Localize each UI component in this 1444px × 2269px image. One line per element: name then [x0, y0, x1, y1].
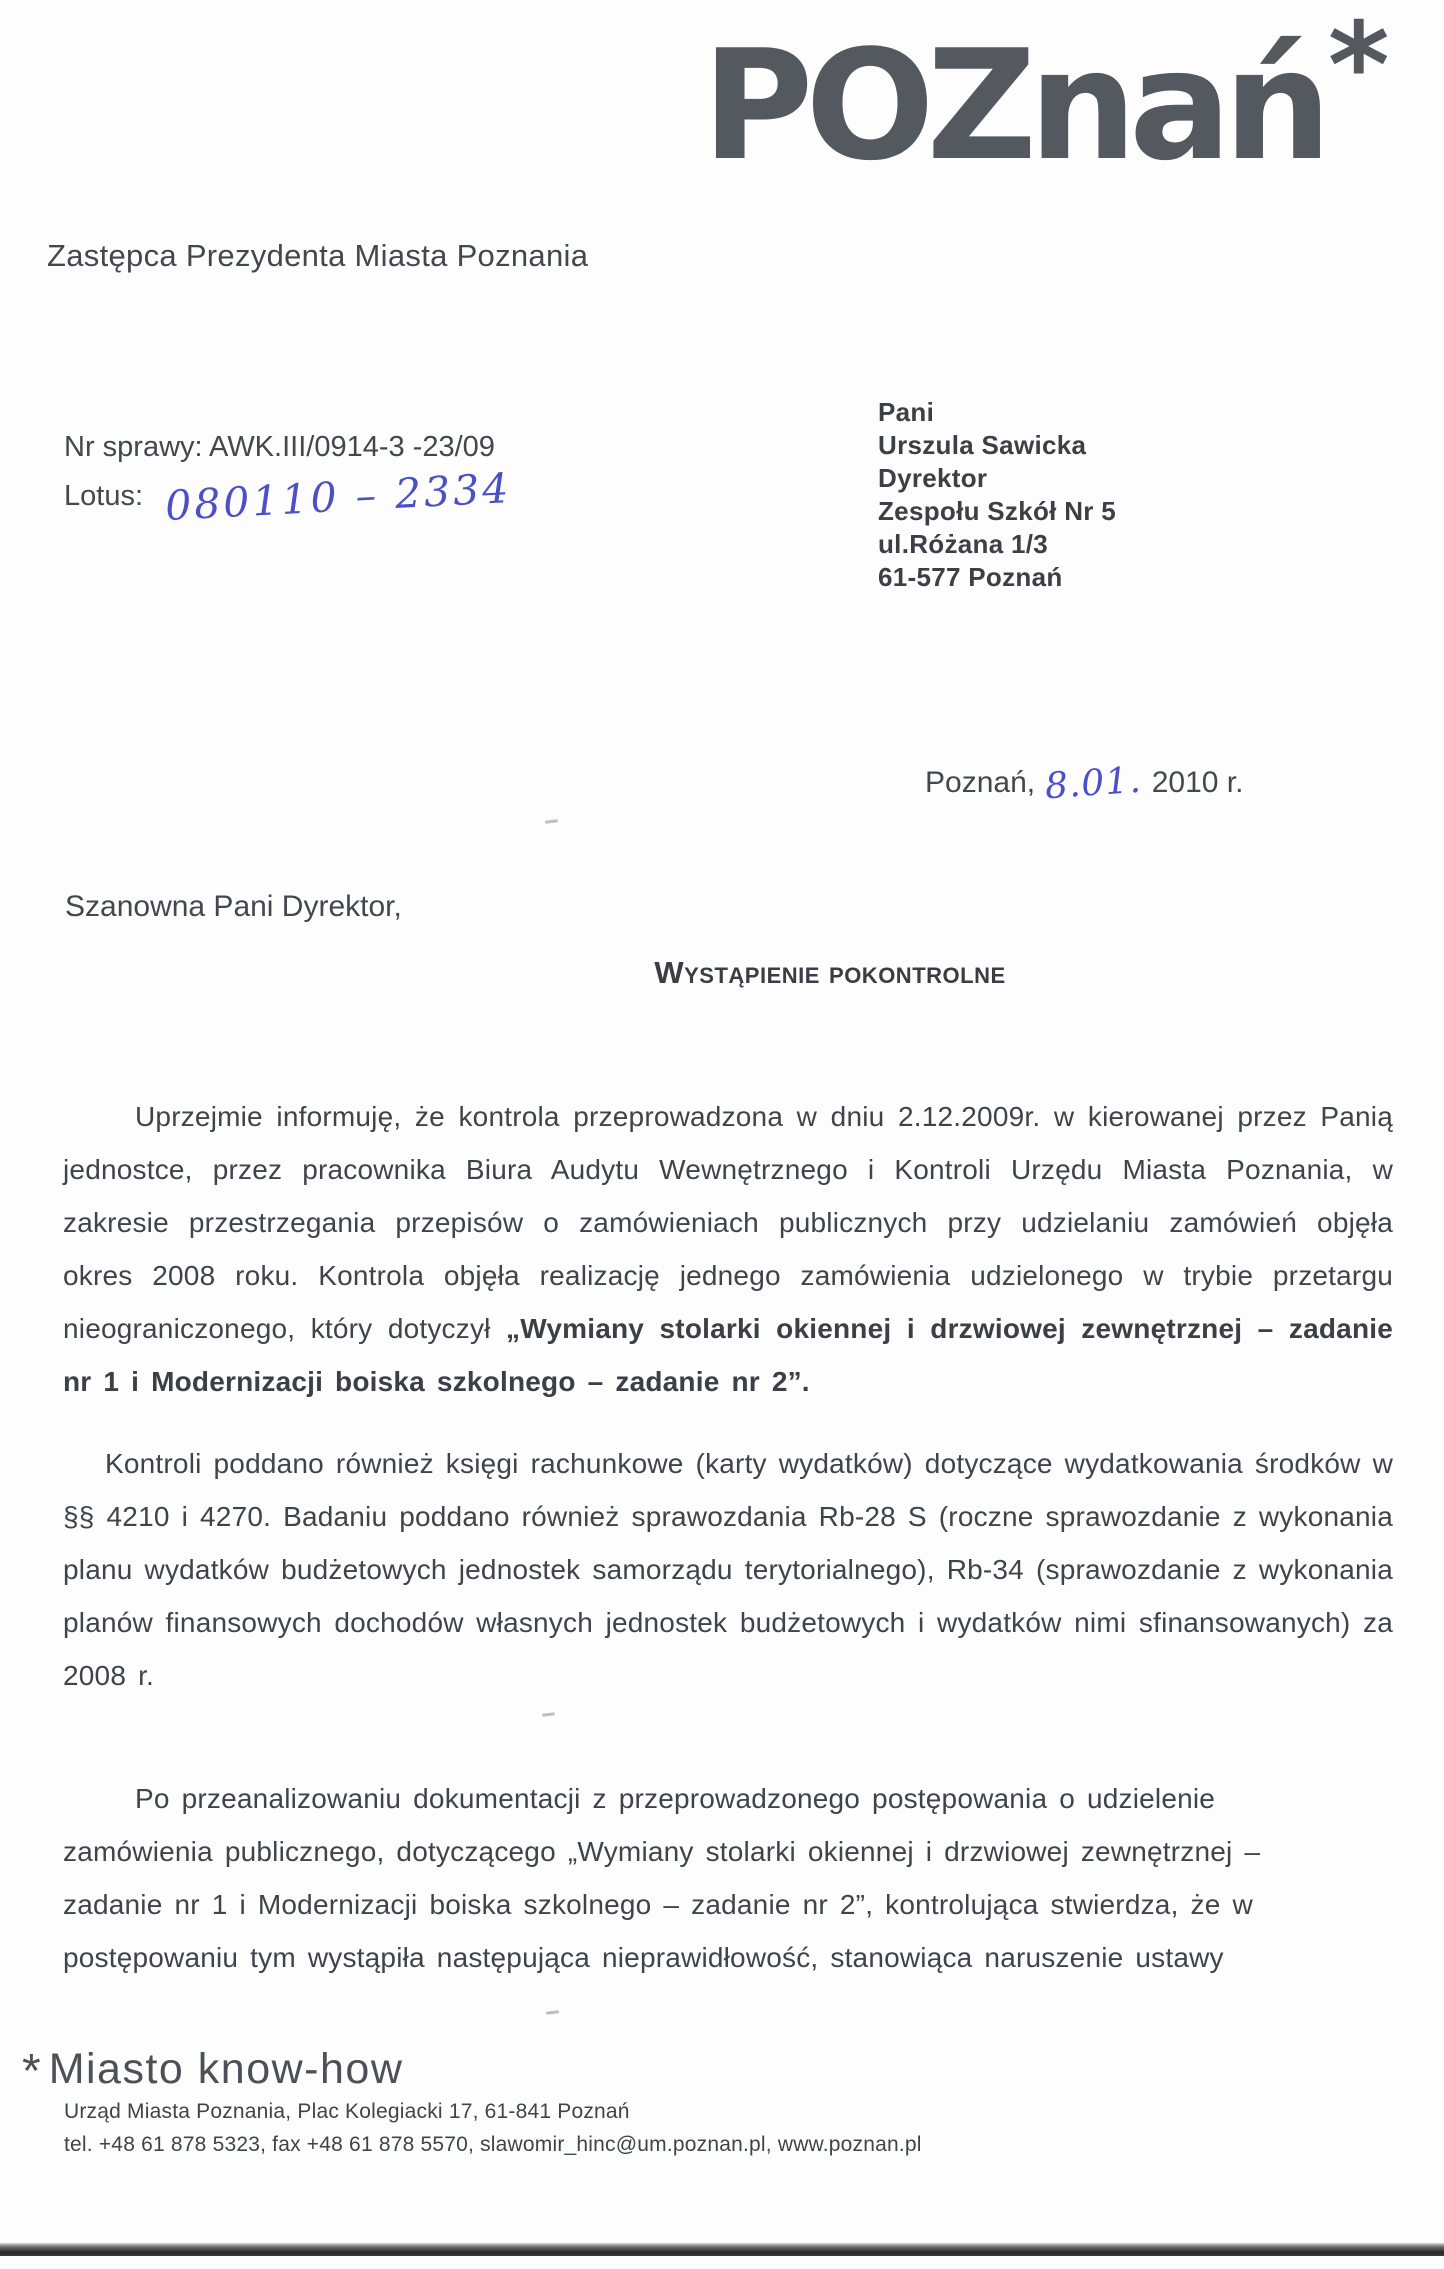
case-number-line	[64, 425, 497, 469]
lotus-label: Lotus:	[64, 480, 143, 512]
recipient-line-salutation: Pani	[878, 397, 935, 427]
paragraph-1	[63, 1090, 1393, 1408]
poznan-logo	[702, 0, 1390, 194]
footer-brand-text: Miasto know-how	[48, 2045, 404, 2093]
lotus-line	[64, 463, 513, 531]
paragraph-1-text: Uprzejmie informuję, że kontrola przeprowadzona w dniu 2.12.2009r. w kierowanej przez Panią jednostce, przez pracownika Biura Audytu Wewnętrznego i Kontroli Urzędu Miasta Poznania, w zakresie przestrzegania przepisów o zamówieniach publicznych przy udzielaniu zamówień objęła okres 2008 roku. Kontrola objęła realizację jednego zamówienia udzielonego w trybie przetargu nieograniczonego, który dotyczył	[63, 1101, 1393, 1344]
recipient-line-street: ul.Różana 1/3	[878, 529, 1049, 559]
dateline-city: Poznań,	[925, 766, 1036, 799]
recipient-address-block	[878, 396, 1116, 594]
case-reference-block	[64, 425, 513, 531]
salutation: Szanowna Pani Dyrektor,	[65, 890, 402, 923]
dateline-year: 2010 r.	[1151, 766, 1244, 799]
sender-title: Zastępca Prezydenta Miasta Poznania	[47, 238, 589, 273]
scan-artifact-dash	[546, 2010, 559, 2015]
lotus-number-handwritten: 080110 – 2334	[164, 463, 513, 531]
dateline	[925, 759, 1244, 808]
recipient-line-role: Dyrektor	[878, 463, 988, 493]
paragraph-3	[63, 1772, 1318, 1984]
paragraph-2-text: Kontroli poddano również księgi rachunkowe (karty wydatków) dotyczące wydatkowania środków w §§ 4210 i 4270. Badaniu poddano również sprawozdania Rb-28 S (roczne sprawozdanie z wykonania planu wydatków budżetowych jednostek samorządu terytorialnego), Rb-34 (sprawozdanie z wykonania planów finansowych dochodów własnych jednostek budżetowych i wydatków nimi sfinansowanych) za 2008 r.	[63, 1448, 1393, 1691]
case-number-label: Nr sprawy:	[64, 431, 203, 463]
poznan-logo-asterisk-icon: *	[1327, 0, 1390, 134]
footer-asterisk-icon: *	[22, 2045, 41, 2098]
recipient-line-city: 61-577 Poznań	[878, 562, 1063, 592]
poznan-logo-text: POZnań	[702, 17, 1324, 194]
footer-brand	[22, 2044, 403, 2099]
scan-edge-artifact	[0, 2243, 1444, 2256]
paragraph-3-text: Po przeanalizowaniu dokumentacji z przeprowadzonego postępowania o udzielenie zamówienia publicznego, dotyczącego „Wymiany stolarki okiennej i drzwiowej zewnętrznej – zadanie nr 1 i Modernizacji boiska szkolnego – zadanie nr 2”, kontrolująca stwierdza, że w postępowaniu tym wystąpiła następująca nieprawidłowość, stanowiąca naruszenie ustawy	[63, 1783, 1261, 1973]
recipient-line-institution: Zespołu Szkół Nr 5	[878, 496, 1117, 526]
dateline-day-handwritten: 8.01.	[1043, 759, 1144, 808]
scan-artifact-dash	[542, 1712, 555, 1717]
footer-contact: tel. +48 61 878 5323, fax +48 61 878 5570, slawomir_hinc@um.poznan.pl, www.poznan.pl	[64, 2133, 922, 2156]
paragraph-1-bold-quote: „Wymiany stolarki okiennej i drzwiowej zewnętrznej – zadanie nr 1 i Modernizacji boiska szkolnego – zadanie nr 2”.	[63, 1313, 1394, 1397]
scan-artifact-dash	[545, 819, 558, 824]
recipient-line-name: Urszula Sawicka	[878, 430, 1087, 460]
footer-address: Urząd Miasta Poznania, Plac Kolegiacki 17, 61-841 Poznań	[64, 2100, 630, 2123]
paragraph-2	[63, 1437, 1393, 1702]
document-heading: Wystąpienie pokontrolne	[654, 955, 1006, 990]
case-number-value: AWK.III/0914-3 -23/09	[209, 431, 495, 463]
